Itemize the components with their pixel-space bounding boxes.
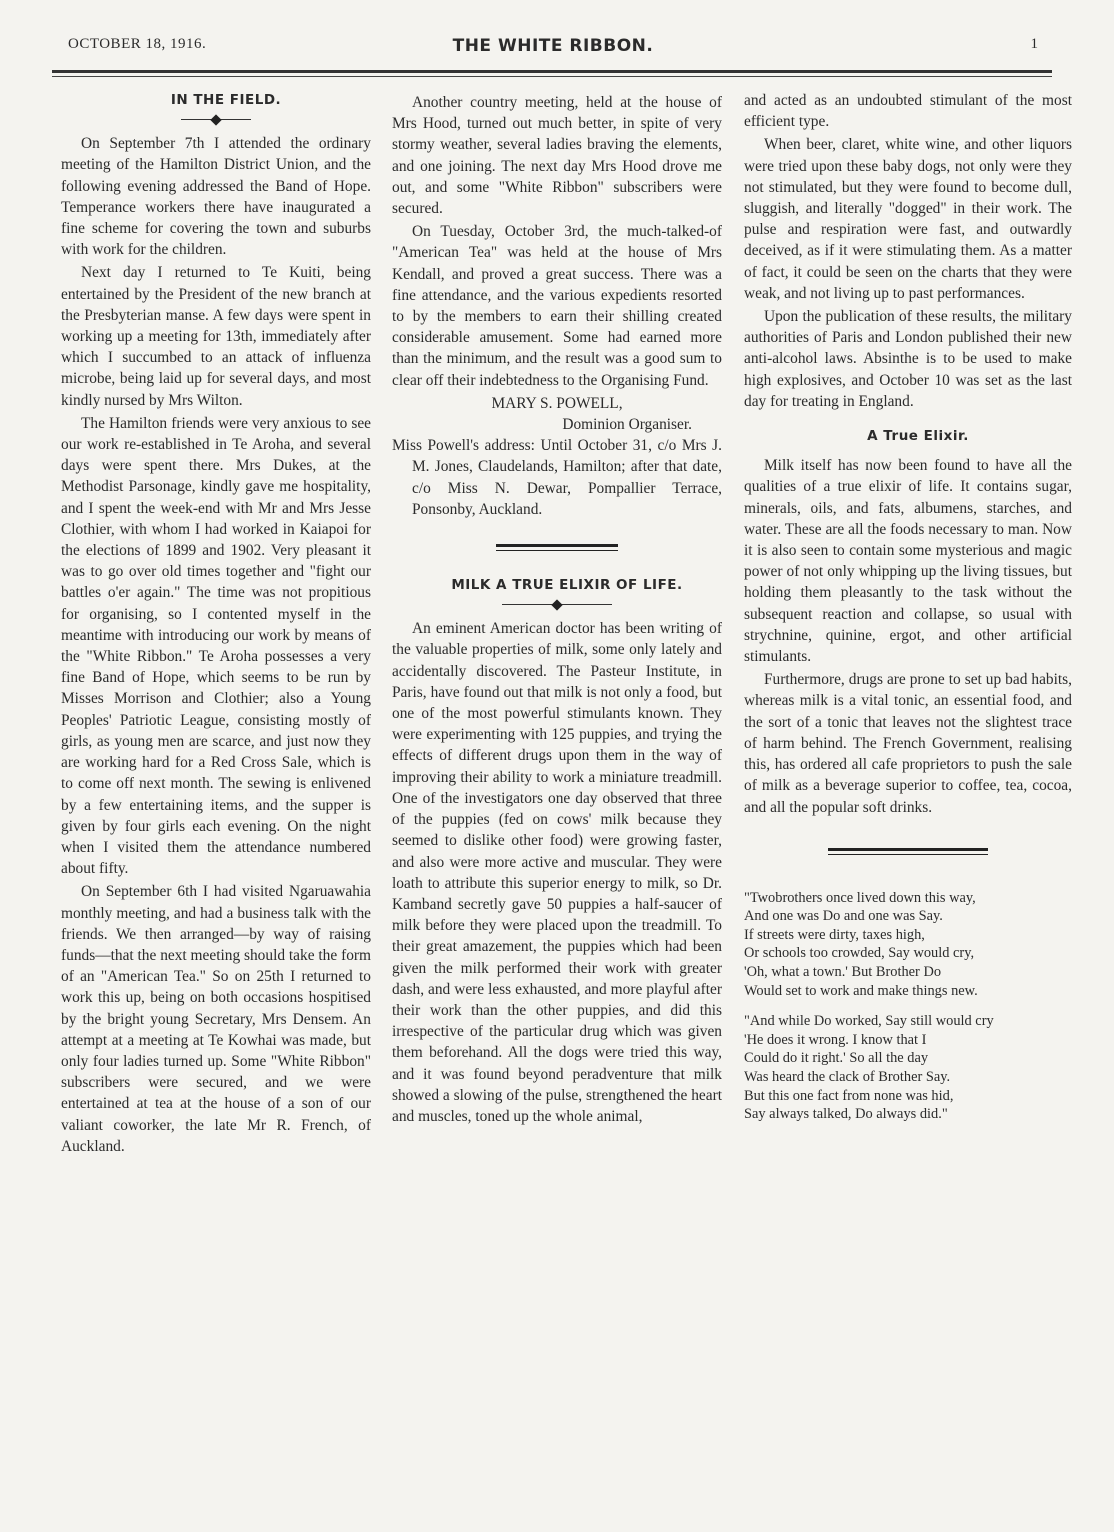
section-divider [828,848,988,855]
poem-stanza [744,889,1072,1001]
paragraph: Next day I returned to Te Kuiti, being entertained by the President of the new branch at the Presbyterian manse. A few days were spent in working up a meeting for 13th, immediately after which I succumbed to an attack of influenza microbe, being laid up for several days, and most kindly nursed by Mrs Wilton. [61,264,371,409]
header-rule [52,70,1052,73]
paragraph: On September 6th I had visited Ngaruawahia monthly meeting, and had a business talk with the friends. We then arranged—by way of raising funds—that the next meeting should take the form of an "American Tea." So on 25th I returned to work this up, being on both occasions hospitised by the bright young Secretary, Mrs Densem. An attempt at a meeting at Te Kowhai was made, but only four ladies turned up. Some "White Ribbon" subscribers were secured, and we were entertained at tea at the house of a son of our valiant coworker, the late Mr R. French, of Auckland. [61,883,371,1155]
column-3 [744,90,1072,1136]
header-rule-thin [52,76,1052,77]
subheading-true-elixir: A True Elixir. [867,428,969,445]
organiser-address: Miss Powell's address: Until October 31, c/o Mrs J. M. Jones, Claudelands, Hamilton; after that date, c/o Miss N. Dewar, Pompallier Terrace, Ponsonby, Auckland. [392,437,722,518]
signature-title: Dominion Organiser. [562,416,692,434]
paragraph: Milk itself has now been found to have all the qualities of a true elixir of life. It contains sugar, minerals, oils, and fats, albumens, starches, and water. These are all the foods necessary to man. Now it is also seen to contain some mysterious and magic power of not only whipping up the living tissues, but holding them pleasantly to the task without the subsequent reaction and collapse, so usual with strychnine, quinine, ergot, and other artificial stimulants. [744,457,1072,666]
poem-line: If streets were dirty, taxes high, [744,926,925,943]
page-number: 1 [1030,36,1038,52]
ornament-divider [181,113,251,127]
poem-line: 'He does it wrong. I know that I [744,1031,927,1048]
poem-line: "Twobrothers once lived down this way, [744,889,976,906]
poem-line: Or schools too crowded, Say would cry, [744,945,975,962]
poem-stanza [744,1012,1072,1124]
paragraph: On September 7th I attended the ordinary meeting of the Hamilton District Union, and the following evening addressed the Band of Hope. Temperance workers there have inaugurated a fine scheme for covering the town and suburbs with work for the children. [61,135,371,259]
issue-date: OCTOBER 18, 1916. [68,36,207,52]
paragraph: An eminent American doctor has been writing of the valuable properties of milk, some only lately and accidentally discovered. The Pasteur Institute, in Paris, have found out that milk is not only a food, but one of the most powerful stimulants known. They were experimenting with 125 puppies, and trying the effects of different drugs upon them in the way of improving their ability to work a miniature treadmill. One of the investigators one day observed that three of the puppies (fed on cows' milk because they seemed to dislike other food) were growing faster, and also were more active and muscular. They were loath to attribute this superior energy to milk, so Dr. Kamband secretly gave 50 puppies a half-saucer of milk before they were placed upon the treadmill. To their great amazement, the puppies which had been given the milk performed their work with greater dash, and were less exhausted, and more playful after their work than the other puppies, and did this irrespective of the particular drug which was given them beforehand. All the dogs were tried this way, and it was found beyond peradventure that milk showed a slowing of the pulse, strengthened the heart and muscles, toned up the whole animal, [392,620,722,1125]
poem-line: 'Oh, what a town.' But Brother Do [744,964,942,981]
poem-line: But this one fact from none was hid, [744,1087,954,1104]
poem [744,889,1072,1124]
paragraph: Another country meeting, held at the house of Mrs Hood, turned out much better, in spite of very stormy weather, several ladies braving the elements, and one joining. The next day Mrs Hood drove me out, and some "White Ribbon" subscribers were secured. [392,94,722,218]
signature-name: MARY S. POWELL, [491,394,623,412]
paragraph: The Hamilton friends were very anxious to see our work re-established in Te Aroha, and several days were spent there. Mrs Dukes, at the Methodist Parsonage, kindly gave me hospitality, and I spent the week-end with Mr and Mrs Jesse Clothier, with whom I had worked in Kaiapoi for the elections of 1899 and 1902. Very pleasant it was to go over old times together and "fight our battles o'er again." The time was not propitious for organising, so I contented myself in the meantime with introducing our work by means of the "White Ribbon." Te Aroha possesses a very fine Band of Hope, which seems to be run by Misses Morrison and Clothier; also a Young Peoples' Patriotic League, consisting mostly of girls, as young men are scarce, and just now they are working hard for a Red Cross Sale, which is to come off next month. The sewing is enlivened by a few entertaining items, and the supper is given by four girls each evening. On the night when I visited them the attendance numbered about fifty. [61,414,371,878]
paragraph: Furthermore, drugs are prone to set up bad habits, whereas milk is a vital tonic, an essential food, and the sort of a tonic that leaves not the slightest trace of harm behind. The French Government, realising this, has ordered all cafe proprietors to push the sale of milk as a beverage superior to coffee, tea, cocoa, and all the popular soft drinks. [744,671,1072,816]
paragraph: Upon the publication of these results, the military authorities of Paris and London published their new anti-alcohol laws. Absinthe is to be used to make high explosives, and October 10 was set as the last day for treating in England. [744,308,1072,410]
publication-title: THE WHITE RIBBON. [452,36,654,56]
paragraph: When beer, claret, white wine, and other liquors were tried upon these baby dogs, not only were they not stimulated, but they were found to become dull, sluggish, and literally "dogged" in their work. The pulse and respiration were fast, and outwardly deceived, as if it were stimulating them. As a matter of fact, it could be seen on the charts that they were weak, and not living up to past performances. [744,136,1072,302]
poem-line: Could do it right.' So all the day [744,1050,929,1067]
paragraph: On Tuesday, October 3rd, the much-talked-of "American Tea" was held at the house of Mrs Kendall, and proved a great success. There was a fine attendance, and the various expedients resorted to by the members to earn their shilling created considerable amusement. Some had earned more than the minimum, and the result was a good sum to clear off their indebtedness to the Organising Fund. [392,223,722,389]
poem-line: "And while Do worked, Say still would cry [744,1013,994,1030]
poem-line: Would set to work and make things new. [744,982,978,999]
ornament-divider [502,598,612,612]
column-1 [61,90,371,1159]
article-heading-milk: MILK A TRUE ELIXIR OF LIFE. [451,577,683,594]
paragraph: and acted as an undoubted stimulant of the most efficient type. [744,92,1072,131]
poem-line: And one was Do and one was Say. [744,908,943,925]
column-2 [392,92,722,1129]
article-heading-in-the-field: IN THE FIELD. [170,92,282,108]
poem-line: Say always talked, Do always did." [744,1106,948,1123]
page-header [68,36,1038,60]
poem-line: Was heard the clack of Brother Say. [744,1069,951,1086]
section-divider [496,544,618,551]
